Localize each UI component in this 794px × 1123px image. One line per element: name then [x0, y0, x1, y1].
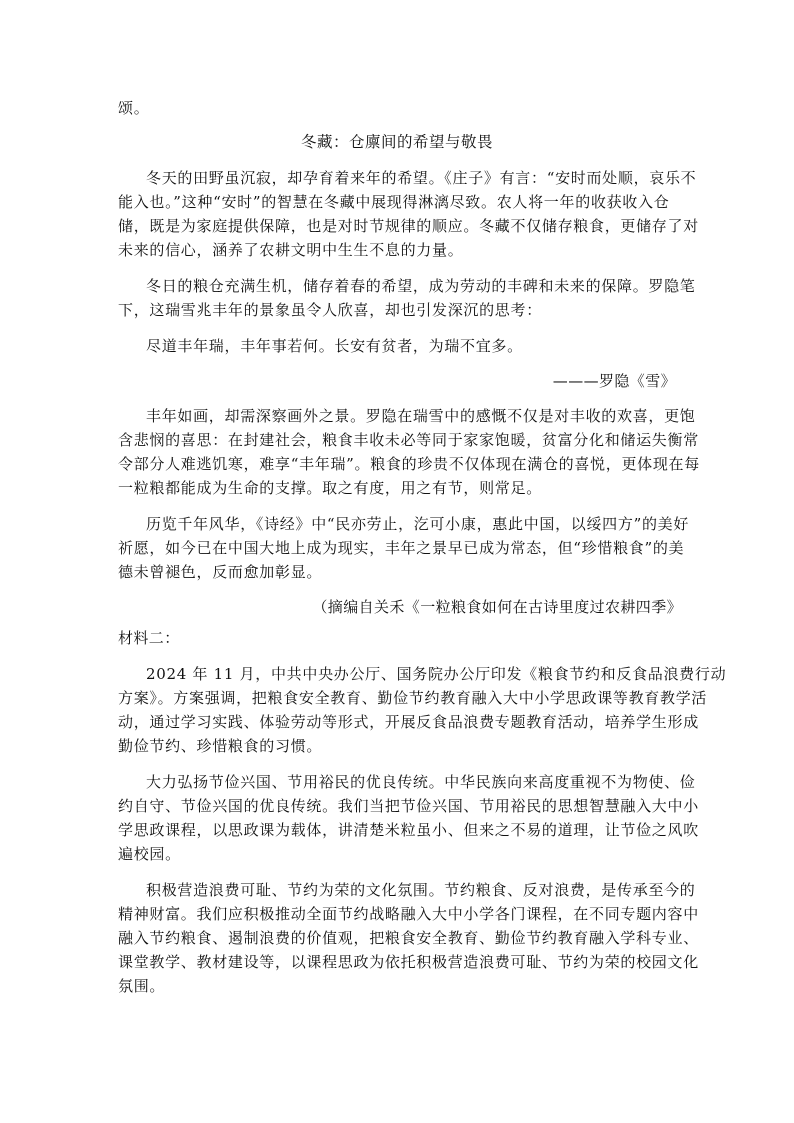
text-fragment-top: 颂。 — [118, 99, 150, 117]
paragraph-6-line-4: 遍校园。 — [118, 845, 181, 863]
paragraph-4-line-2: 祈愿，如今已在中国大地上成为现实，丰年之景早已成为常态，但“珍惜粮食”的美 — [118, 539, 685, 557]
paragraph-3-line-3: 令部分人难逃饥寒，难享“丰年瑞”。粮食的珍贵不仅体现在满仓的喜悦，更体现在每 — [118, 455, 700, 473]
paragraph-3-line-2: 含悲悯的喜思：在封建社会，粮食丰收未必等同于家家饱暖，贫富分化和储运失衡常 — [118, 431, 699, 449]
paragraph-2-line-2: 下，这瑞雪兆丰年的景象虽令人欣喜，却也引发深沉的思考： — [118, 301, 542, 319]
paragraph-4-line-3: 德未曾褪色，反而愈加彰显。 — [118, 563, 323, 581]
paragraph-6-line-2: 约自守、节俭兴国的优良传统。我们当把节俭兴国、节用裕民的思想智慧融入大中小 — [118, 797, 699, 815]
paragraph-6-line-3: 学思政课程，以思政课为载体，讲清楚米粒虽小、但来之不易的道理，让节俭之风吹 — [118, 821, 699, 839]
paragraph-1-line-3: 储，既是为家庭提供保障，也是对时节规律的顺应。冬藏不仅储存粮食，更储存了对 — [118, 217, 699, 235]
paragraph-5-line-4: 勤俭节约、珍惜粮食的习惯。 — [118, 737, 323, 755]
paragraph-3-line-1: 丰年如画，却需深察画外之景。罗隐在瑞雪中的感慨不仅是对丰收的欢喜，更饱 — [146, 407, 696, 425]
paragraph-3-line-4: 一粒粮都能成为生命的支撑。取之有度，用之有节，则常足。 — [118, 479, 542, 497]
paragraph-7-line-3: 融入节约粮食、遏制浪费的价值观，把粮食安全教育、勤俭节约教育融入学科专业、 — [118, 929, 699, 947]
paragraph-4-line-1: 历览千年风华，《诗经》中“民亦劳止，汔可小康，惠此中国，以绥四方”的美好 — [146, 515, 690, 533]
material-2-heading: 材料二： — [118, 629, 180, 647]
section-title: 冬藏：仓廪间的希望与敬畏 — [300, 133, 493, 151]
paragraph-1-line-2: 能入也。”这种“安时”的智慧在冬藏中展现得淋漓尽致。农人将一年的收获收入仓 — [118, 193, 670, 211]
paragraph-5-line-1: 2024 年 11 月，中共中央办公厅、国务院办公厅印发《粮食节约和反食品浪费行动 — [146, 665, 727, 683]
paragraph-7-line-5: 氛围。 — [118, 977, 166, 995]
paragraph-7-line-2: 精神财富。我们应积极推动全面节约战略融入大中小学各门课程，在不同专题内容中 — [118, 905, 699, 923]
poem-quote: 尽道丰年瑞，丰年事若何。长安有贫者，为瑞不宜多。 — [146, 337, 523, 355]
paragraph-5-line-2: 方案》。方案强调，把粮食安全教育、勤俭节约教育融入大中小学思政课等教育教学活 — [118, 689, 708, 707]
paragraph-1-line-4: 未来的信心，涵养了农耕文明中生生不息的力量。 — [118, 241, 464, 259]
poem-attribution: ———罗隐《雪》 — [552, 372, 676, 390]
paragraph-1-line-1: 冬天的田野虽沉寂，却孕育着来年的希望。《庄子》有言：“安时而处顺，哀乐不 — [146, 169, 697, 187]
paragraph-7-line-1: 积极营造浪费可耻、节约为荣的文化氛围。节约粮食、反对浪费，是传承至今的 — [146, 881, 696, 899]
paragraph-2-line-1: 冬日的粮仓充满生机，储存着春的希望，成为劳动的丰碑和未来的保障。罗隐笔 — [146, 277, 696, 295]
source-citation: （摘编自关禾《一粒粮食如何在古诗里度过农耕四季》 — [312, 598, 682, 616]
paragraph-5-line-3: 动，通过学习实践、体验劳动等形式，开展反食品浪费专题教育活动，培养学生形成 — [118, 713, 699, 731]
paragraph-7-line-4: 课堂教学、教材建设等，以课程思政为依托积极营造浪费可耻、节约为荣的校园文化 — [118, 953, 699, 971]
paragraph-6-line-1: 大力弘扬节俭兴国、节用裕民的优良传统。中华民族向来高度重视不为物使、俭 — [146, 773, 696, 791]
